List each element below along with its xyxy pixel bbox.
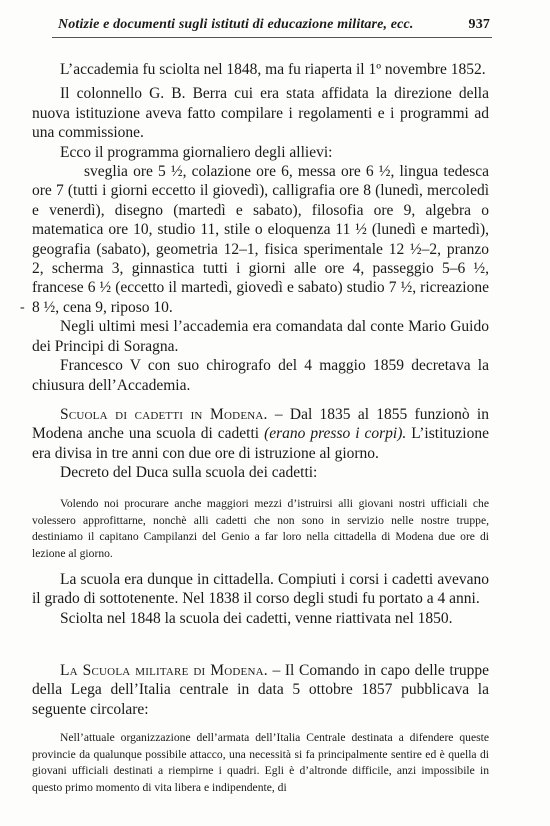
running-title: Notizie e documenti sugli istituti di educazione militare, ecc. (58, 17, 414, 32)
quotation: Volendo noi procurare anche maggiori mezzi d’istruirsi alli giovani nostri ufficiali che volessero approfittarne, nonchè alli cadetti che non sono in servizio nelle nostre truppe, destiniamo il capitano Campilanzi del Genio a far loro nella cittadella di Modena due ore di lezione al giorno. (32, 497, 489, 560)
paragraph: Sciolta nel 1848 la scuola dei cadetti, venne riattivata nel 1850. (60, 609, 453, 627)
page-number: 937 (468, 17, 490, 32)
section-scuola-cadetti (32, 405, 489, 483)
section-heading: La Scuola militare di Modena. (60, 662, 268, 679)
section-cadetti-continued (32, 570, 489, 628)
section-scuola-militare (32, 661, 489, 719)
paragraph: Negli ultimi mesi l’accademia era comandata dal conte Mario Guido dei Principi di Soragna. (32, 318, 489, 355)
daily-schedule-paragraph: sveglia ore 5 ½, colazione ore 6, messa ore 6 ½, lingua tedesca ore 7 (tutti i giorni eccetto il giovedì), calligrafia ore 8 (lunedì, mercoledì e venerdì), disegno (martedì e sabato), filosofia ore 9, algebra o matematica ore 10, studio 11, stile o eloquenza 11 ½ (lunedì e martedì), geografia (sabato), geometria 12–1, fisica sperimentale 12 ½–2, pranzo 2, scherma 3, ginnastica tutti i giorni alle ore 4, passeggio 5–6 ½, francese 6 ½ (eccetto il martedì, giovedì e sabato) studio 7 ½, ricreazione 8 ½, cena 9, riposo 10. (32, 163, 489, 316)
running-header (58, 17, 490, 33)
paragraph: Scuola di cadetti in Modena. – Dal 1835 al 1855 funzionò in Modena anche una scuola di cadetti (erano presso i corpi). L’istituzione era divisa in tre anni con due ore di istruzione al giorno. (32, 406, 489, 462)
section-heading: Scuola di cadetti in Modena. (60, 406, 268, 423)
header-rule (52, 37, 492, 38)
paragraph: Francesco V con suo chirografo del 4 maggio 1859 decretava la chiusura dell’Accademia. (32, 357, 489, 394)
paragraph: Decreto del Duca sulla scuola dei cadetti: (60, 464, 318, 482)
margin-mark: - (20, 300, 25, 315)
paragraph: Ecco il programma giornaliero degli allievi: (60, 143, 333, 161)
paragraph: La Scuola militare di Modena. – Il Comando in capo delle truppe della Lega dell’Italia centrale in data 5 ottobre 1857 pubblicava la seguente circolare: (32, 662, 489, 718)
paragraph: L’accademia fu sciolta nel 1848, ma fu riaperta il 1º novembre 1852. (60, 61, 486, 78)
paragraph: Il colonnello G. B. Berra cui era stata affidata la direzione della nuova istituzione aveva fatto compilare i regolamenti e i programmi ad una commissione. (32, 85, 489, 142)
quoted-circular (32, 730, 489, 796)
quoted-decree (32, 496, 489, 562)
section-accademia (32, 60, 489, 395)
quotation: Nell’attuale organizzazione dell’armata dell’Italia Centrale destinata a difendere queste provincie da qualunque possibile attacco, una necessità si fa principalmente sentire ed è quella di giovani ufficiali destinati a riempirne i quadri. Egli è d’altronde difficile, anzi impossibile in questo primo momento di vita libera e indipendente, di (32, 731, 489, 794)
paragraph: La scuola era dunque in cittadella. Compiuti i corsi i cadetti avevano il grado di sottotenente. Nel 1838 il corso degli studi fu portato a 4 anni. (32, 571, 489, 608)
